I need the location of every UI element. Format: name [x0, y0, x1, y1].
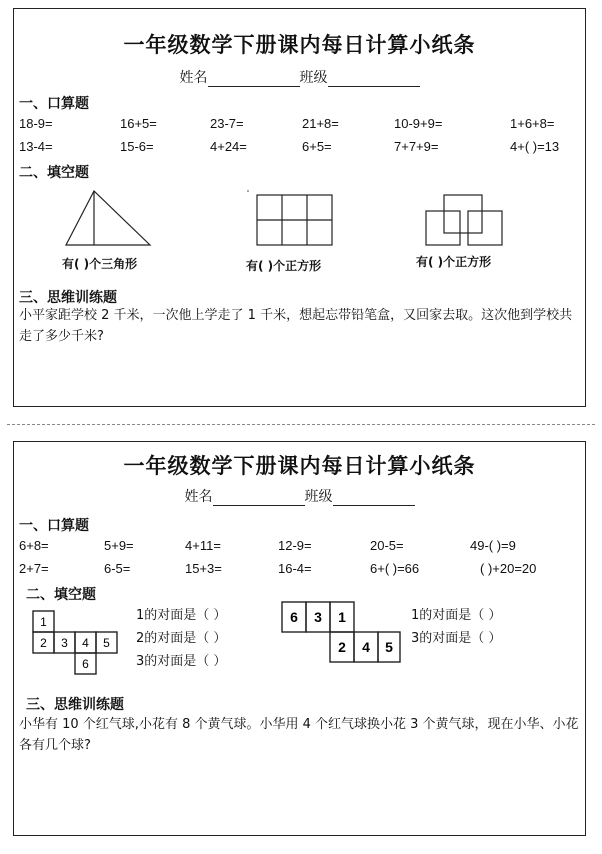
problem: 18-9= — [19, 116, 53, 131]
net2-face-5: 5 — [385, 639, 393, 655]
worksheet-2 — [13, 441, 586, 836]
net1-face-1: 1 — [40, 615, 47, 629]
sheet1-name-class-line — [14, 67, 585, 87]
sheet1-section-oral: 一、口算题 — [19, 96, 89, 112]
caption-grid-squares: 有( )个正方形 — [246, 259, 322, 273]
class-blank[interactable] — [333, 491, 415, 506]
problem: 4+( )=13 — [510, 139, 560, 154]
problem: 10-9+9= — [394, 116, 443, 131]
net2-question-1: 1的对面是（ ） — [411, 608, 502, 623]
net2-face-4: 4 — [362, 639, 370, 655]
problem: ( )+20=20 — [480, 561, 537, 576]
cube-net-2-figure — [280, 600, 402, 666]
class-blank[interactable] — [328, 72, 420, 87]
problem: 49-( )=9 — [470, 538, 516, 553]
cube-net-1-figure — [31, 609, 119, 675]
problem: 16+5= — [120, 116, 157, 131]
net1-face-2: 2 — [40, 636, 47, 650]
net2-question-2: 3的对面是（ ） — [411, 631, 502, 646]
problem: 6+( )=66 — [370, 561, 420, 576]
sheet2-section-thinking: 三、思维训练题 — [26, 697, 124, 713]
triangles-figure — [64, 189, 154, 247]
class-label: 班级 — [304, 489, 333, 505]
net1-question-2: 2的对面是（ ） — [136, 631, 227, 646]
overlapping-squares-figure — [424, 189, 504, 249]
name-blank[interactable] — [208, 72, 300, 87]
name-label: 姓名 — [179, 70, 208, 86]
net2-face-1: 1 — [338, 609, 346, 625]
problem: 1+6+8= — [510, 116, 555, 131]
problem: 4+24= — [210, 139, 247, 154]
net1-question-1: 1的对面是（ ） — [136, 608, 227, 623]
problem: 15-6= — [120, 139, 154, 154]
net2-face-2: 2 — [338, 639, 346, 655]
problem: 6-5= — [104, 561, 131, 576]
sheet1-title: 一年级数学下册课内每日计算小纸条 — [123, 33, 476, 57]
problem: 21+8= — [302, 116, 339, 131]
net1-face-4: 4 — [82, 636, 89, 650]
sheet2-word-problem: 小华有 10 个红气球,小花有 8 个黄气球。小华用 4 个红气球换小花 3 个黄气球，现在小华、小花各有几个球? — [19, 717, 579, 753]
net1-face-6: 6 — [82, 657, 89, 671]
sheet2-section-fill: 二、填空题 — [26, 587, 96, 603]
problem: 4+11= — [185, 538, 221, 553]
problem: 7+7+9= — [394, 139, 439, 154]
sheet2-section-oral: 一、口算题 — [19, 518, 89, 534]
sheet1-section-thinking: 三、思维训练题 — [19, 290, 117, 306]
problem: 15+3= — [185, 561, 222, 576]
problem: 12-9= — [278, 538, 312, 553]
problem: 13-4= — [19, 139, 53, 154]
net1-face-5: 5 — [103, 636, 110, 650]
net2-face-6: 6 — [290, 609, 298, 625]
sheet2-title: 一年级数学下册课内每日计算小纸条 — [123, 454, 476, 478]
sheet1-section-fill: 二、填空题 — [19, 165, 89, 181]
net2-face-3: 3 — [314, 609, 322, 625]
cut-line — [7, 424, 595, 425]
problem: 5+9= — [104, 538, 134, 553]
problem: 23-7= — [210, 116, 244, 131]
worksheet-1 — [13, 8, 586, 407]
name-label: 姓名 — [184, 489, 213, 505]
name-blank[interactable] — [213, 491, 305, 506]
problem: 2+7= — [19, 561, 49, 576]
caption-overlap-squares: 有( )个正方形 — [416, 255, 492, 269]
sheet2-name-class-line — [14, 486, 585, 506]
net1-face-3: 3 — [61, 636, 68, 650]
squares-grid-figure — [246, 189, 336, 247]
problem: 6+8= — [19, 538, 49, 553]
sheet1-word-problem: 小平家距学校 2 千米，一次他上学走了 1 千米，想起忘带铅笔盒，又回家去取。这次他到学校共走了多少千米? — [19, 308, 573, 344]
net1-question-3: 3的对面是（ ） — [136, 654, 227, 669]
class-label: 班级 — [299, 70, 328, 86]
problem: 16-4= — [278, 561, 312, 576]
problem: 6+5= — [302, 139, 332, 154]
problem: 20-5= — [370, 538, 404, 553]
caption-triangles: 有( )个三角形 — [62, 257, 138, 271]
